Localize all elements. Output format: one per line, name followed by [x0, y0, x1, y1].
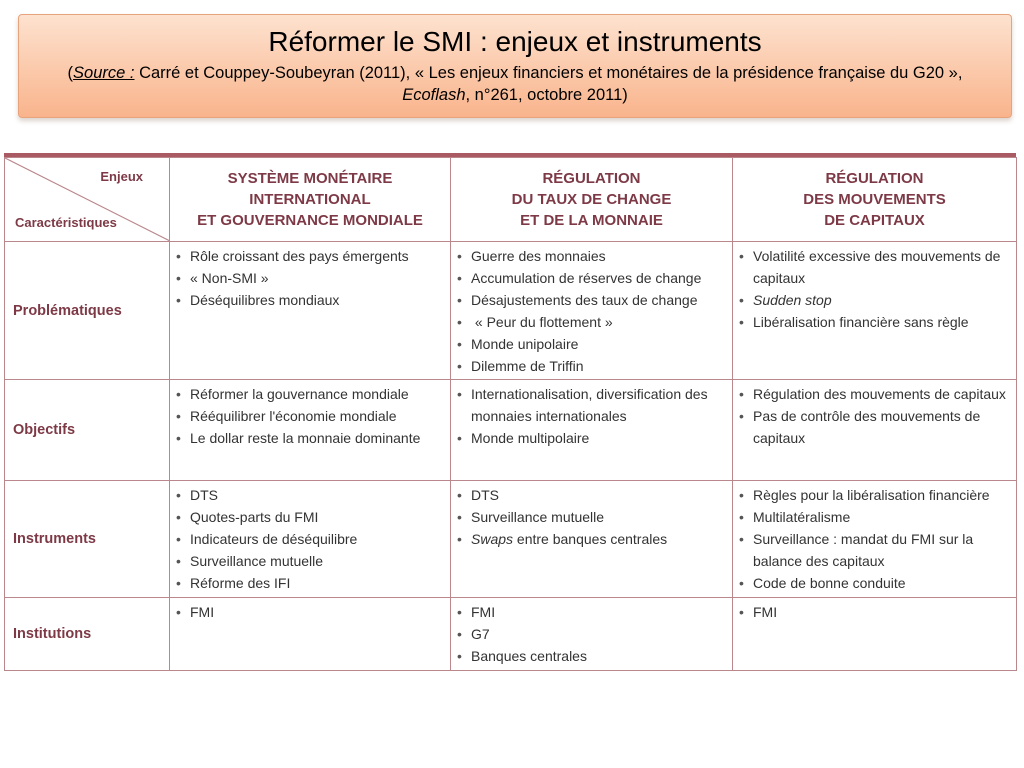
- bullet-icon: •: [457, 292, 462, 308]
- table-cell: [170, 380, 451, 481]
- list-item: [739, 484, 1010, 506]
- list-item-text: « Peur du flottement »: [471, 314, 613, 330]
- bullet-icon: •: [457, 531, 462, 547]
- list-item: [739, 311, 1010, 333]
- list-item-text: « Non-SMI »: [190, 270, 269, 286]
- bullet-icon: •: [457, 648, 462, 664]
- bullet-icon: •: [176, 408, 181, 424]
- bullet-icon: •: [457, 358, 462, 374]
- table-cell: [733, 598, 1017, 671]
- list-item: [739, 245, 1010, 289]
- list-item-text: Rôle croissant des pays émergents: [190, 248, 409, 264]
- slide-title-box: [18, 14, 1012, 118]
- list-item-text: FMI: [190, 604, 215, 620]
- slide-title: Réformer le SMI : enjeux et instruments: [268, 26, 762, 57]
- list-item: [457, 355, 726, 377]
- table-cell: [451, 481, 733, 598]
- column-header-line: INTERNATIONAL: [249, 191, 371, 208]
- list-item-text: Quotes-parts du FMI: [190, 509, 319, 525]
- list-item: [176, 405, 444, 427]
- bullet-icon: •: [176, 575, 181, 591]
- bullet-list: [170, 481, 450, 596]
- bullet-list: [451, 380, 732, 451]
- bullet-list: [170, 598, 450, 625]
- list-item-text: DTS: [471, 487, 499, 503]
- list-item: [457, 528, 726, 550]
- list-item-text: Banques centrales: [471, 648, 587, 664]
- source-text: Carré et Couppey-Soubeyran (2011), « Les enjeux financiers et monétaires de la présidence française du G20 »,: [134, 64, 963, 82]
- list-item: [457, 623, 726, 645]
- bullet-icon: •: [176, 292, 181, 308]
- list-item: [176, 601, 444, 623]
- bullet-icon: •: [457, 270, 462, 286]
- list-item: [457, 311, 726, 333]
- bullet-icon: •: [739, 575, 744, 591]
- bullet-list: [451, 598, 732, 669]
- slide-source: [29, 62, 1001, 106]
- list-item: [457, 645, 726, 667]
- list-item: [739, 506, 1010, 528]
- table-cell: [170, 242, 451, 380]
- source-label: Source :: [73, 64, 135, 82]
- table-cell: [451, 380, 733, 481]
- list-item: [176, 484, 444, 506]
- list-item-text: Pas de contrôle des mouvements de capitaux: [753, 408, 981, 446]
- row-label-institutions: Institutions: [5, 598, 170, 671]
- list-item-text: Libéralisation financière sans règle: [753, 314, 969, 330]
- table-row-problematiques: [5, 242, 1017, 380]
- list-item-text: Règles pour la libéralisation financière: [753, 487, 990, 503]
- list-item-text: Surveillance : mandat du FMI sur la balance des capitaux: [753, 531, 974, 569]
- bullet-icon: •: [739, 509, 744, 525]
- table-cell: [170, 598, 451, 671]
- table-row-objectifs: [5, 380, 1017, 481]
- list-item: [457, 267, 726, 289]
- list-item: [457, 601, 726, 623]
- list-item: [457, 383, 726, 427]
- list-item: [457, 427, 726, 449]
- bullet-list: [733, 481, 1016, 596]
- list-item-text: Indicateurs de déséquilibre: [190, 531, 358, 547]
- column-header-line: DES MOUVEMENTS: [803, 191, 946, 208]
- list-item-text: Multilatéralisme: [753, 509, 851, 525]
- table-cell: [451, 242, 733, 380]
- column-header-line: RÉGULATION: [542, 170, 641, 187]
- bullet-icon: •: [457, 604, 462, 620]
- source-tail: , n°261, octobre 2011): [465, 86, 628, 104]
- bullet-icon: •: [176, 386, 181, 402]
- list-item-text: Réforme des IFI: [190, 575, 291, 591]
- column-header-smi: [170, 158, 451, 242]
- table-cell: [170, 481, 451, 598]
- table-cell: [733, 380, 1017, 481]
- list-item-text: Guerre des monnaies: [471, 248, 606, 264]
- column-header-taux-change: [451, 158, 733, 242]
- bullet-icon: •: [176, 248, 181, 264]
- bullet-icon: •: [457, 336, 462, 352]
- list-item-text: Volatilité excessive des mouvements de capitaux: [753, 248, 1001, 286]
- bullet-icon: •: [457, 314, 462, 330]
- list-item-text: DTS: [190, 487, 218, 503]
- table-row-institutions: [5, 598, 1017, 671]
- table-cell: [733, 242, 1017, 380]
- bullet-icon: •: [176, 553, 181, 569]
- bullet-icon: •: [457, 430, 462, 446]
- bullet-icon: •: [739, 487, 744, 503]
- smi-table: [4, 157, 1017, 671]
- list-item: [176, 289, 444, 311]
- list-item: [739, 289, 1010, 311]
- list-item-text: Code de bonne conduite: [753, 575, 906, 591]
- bullet-list: [170, 380, 450, 451]
- bullet-list: [733, 598, 1016, 625]
- column-header-line: ET GOUVERNANCE MONDIALE: [197, 212, 423, 229]
- list-item: [176, 550, 444, 572]
- bullet-list: [733, 380, 1016, 451]
- list-item: [739, 572, 1010, 594]
- list-item: [739, 405, 1010, 449]
- list-item: [176, 245, 444, 267]
- list-item: [176, 506, 444, 528]
- table-cell: [733, 481, 1017, 598]
- column-header-line: RÉGULATION: [825, 170, 924, 187]
- corner-label-enjeux: Enjeux: [100, 169, 143, 184]
- bullet-icon: •: [457, 248, 462, 264]
- row-label-instruments: Instruments: [5, 481, 170, 598]
- list-item-text: Accumulation de réserves de change: [471, 270, 702, 286]
- list-item: [739, 601, 1010, 623]
- bullet-icon: •: [739, 408, 744, 424]
- column-header-line: DU TAUX DE CHANGE: [511, 191, 672, 208]
- table-row-instruments: [5, 481, 1017, 598]
- list-item-text: Internationalisation, diversification des monnaies internationales: [471, 386, 708, 424]
- bullet-icon: •: [739, 531, 744, 547]
- list-item: [739, 528, 1010, 572]
- row-label-problematiques: Problématiques: [5, 242, 170, 380]
- list-item: [176, 267, 444, 289]
- bullet-icon: •: [739, 292, 744, 308]
- bullet-list: [733, 242, 1016, 335]
- bullet-icon: •: [176, 430, 181, 446]
- list-item-text: FMI: [471, 604, 496, 620]
- corner-label-caracteristiques: Caractéristiques: [15, 215, 117, 230]
- column-header-line: ET DE LA MONNAIE: [520, 212, 663, 229]
- list-item: [457, 333, 726, 355]
- list-item: [176, 572, 444, 594]
- list-item-text: entre banques centrales: [513, 531, 668, 547]
- list-item: [457, 289, 726, 311]
- list-item: [739, 383, 1010, 405]
- bullet-icon: •: [457, 509, 462, 525]
- list-item-text: Déséquilibres mondiaux: [190, 292, 340, 308]
- bullet-icon: •: [457, 626, 462, 642]
- bullet-icon: •: [457, 487, 462, 503]
- list-item: [176, 383, 444, 405]
- list-item-italic-text: Swaps: [471, 531, 514, 547]
- list-item-text: Surveillance mutuelle: [471, 509, 605, 525]
- smi-table-wrapper: [4, 153, 1016, 670]
- bullet-icon: •: [739, 314, 744, 330]
- list-item-text: G7: [471, 626, 490, 642]
- bullet-icon: •: [176, 487, 181, 503]
- list-item-text: Réformer la gouvernance mondiale: [190, 386, 409, 402]
- list-item: [457, 484, 726, 506]
- bullet-icon: •: [176, 531, 181, 547]
- list-item-text: Désajustements des taux de change: [471, 292, 698, 308]
- bullet-list: [451, 242, 732, 379]
- list-item-text: Monde unipolaire: [471, 336, 579, 352]
- column-header-line: DE CAPITAUX: [824, 212, 925, 229]
- bullet-list: [170, 242, 450, 313]
- list-item-text: Dilemme de Triffin: [471, 358, 584, 374]
- list-item-text: Régulation des mouvements de capitaux: [753, 386, 1006, 402]
- bullet-icon: •: [739, 386, 744, 402]
- table-header-row: [5, 158, 1017, 242]
- bullet-icon: •: [176, 509, 181, 525]
- bullet-icon: •: [176, 270, 181, 286]
- source-journal: Ecoflash: [402, 86, 466, 104]
- list-item-text: Surveillance mutuelle: [190, 553, 324, 569]
- bullet-list: [451, 481, 732, 552]
- list-item-text: Monde multipolaire: [471, 430, 590, 446]
- source-open: (: [67, 64, 74, 82]
- list-item: [457, 245, 726, 267]
- list-item-text: Rééquilibrer l'économie mondiale: [190, 408, 397, 424]
- table-cell: [451, 598, 733, 671]
- column-header-line: SYSTÈME MONÉTAIRE: [227, 170, 393, 187]
- list-item-italic-text: Sudden stop: [753, 292, 832, 308]
- bullet-icon: •: [739, 604, 744, 620]
- bullet-icon: •: [739, 248, 744, 264]
- row-label-objectifs: Objectifs: [5, 380, 170, 481]
- list-item: [176, 427, 444, 449]
- list-item: [457, 506, 726, 528]
- list-item: [176, 528, 444, 550]
- table-corner-cell: [5, 158, 170, 242]
- bullet-icon: •: [176, 604, 181, 620]
- list-item-text: Le dollar reste la monnaie dominante: [190, 430, 421, 446]
- list-item-text: FMI: [753, 604, 778, 620]
- column-header-capitaux: [733, 158, 1017, 242]
- bullet-icon: •: [457, 386, 462, 402]
